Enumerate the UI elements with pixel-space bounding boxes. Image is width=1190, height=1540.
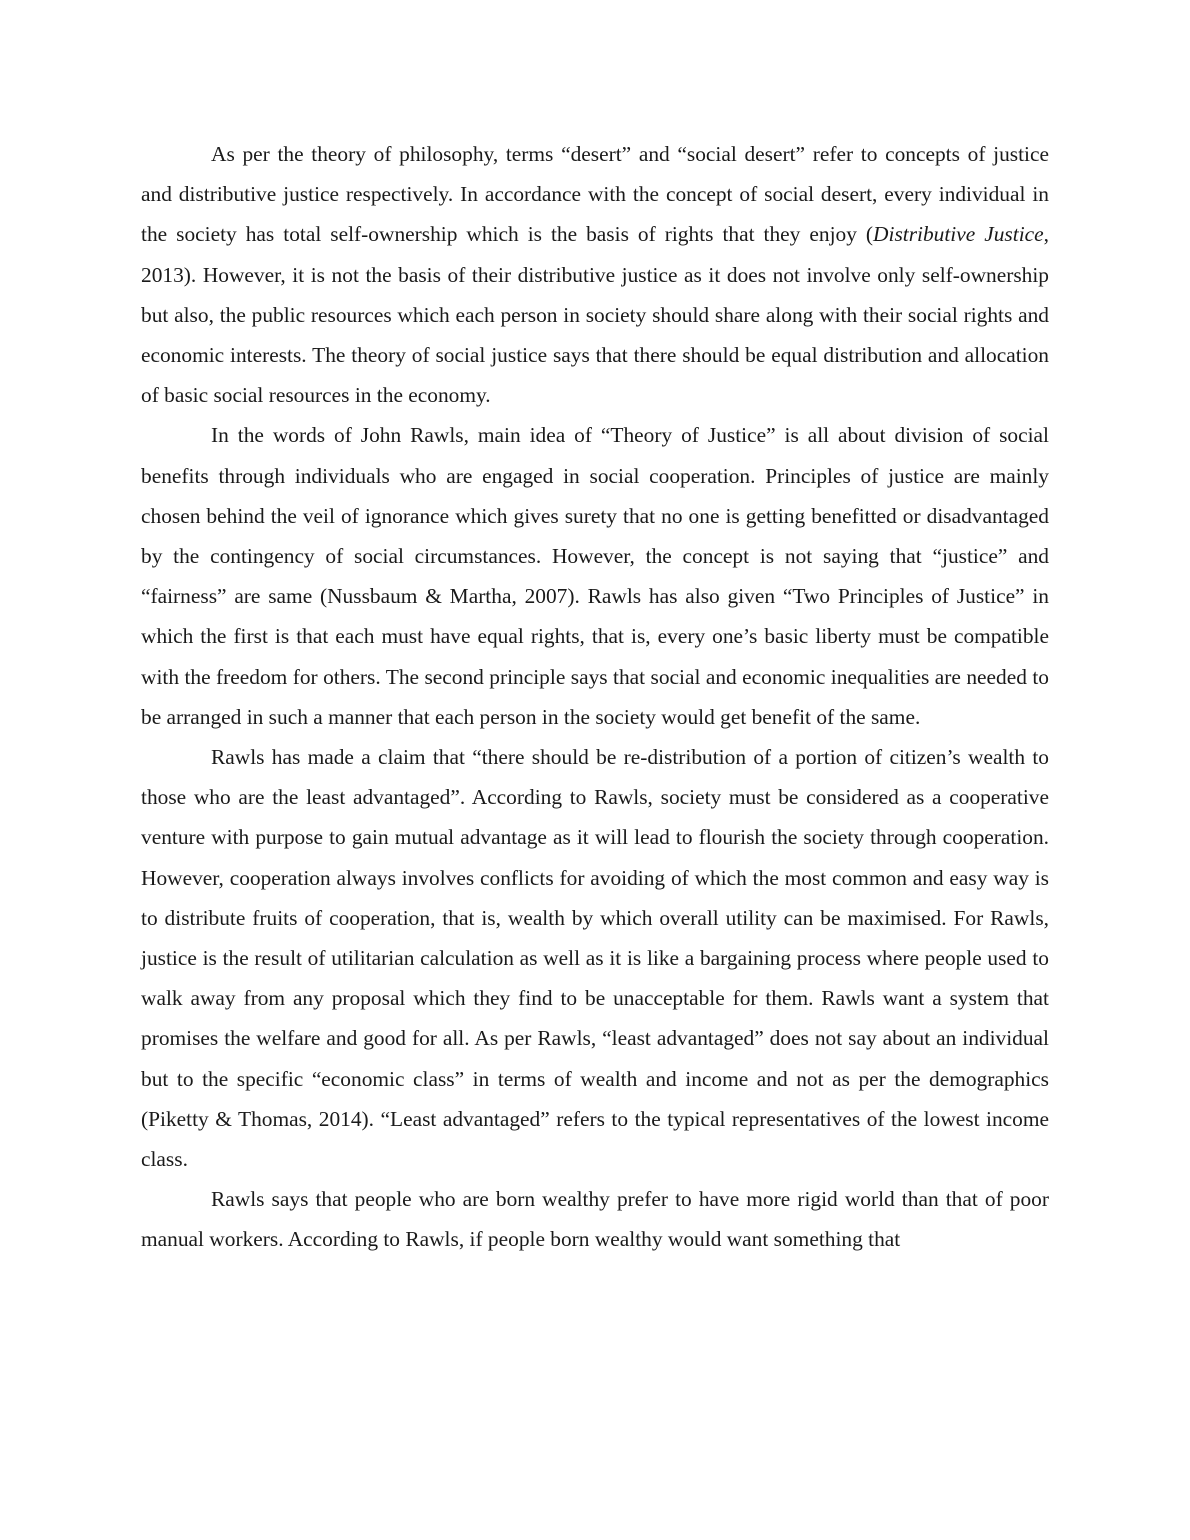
paragraph-social-desert xyxy=(141,134,1049,415)
document-body xyxy=(141,134,1049,1260)
paragraph-text-part: , 2013). However, it is not the basis of their distributive justice as it does not involve only self-ownership but also, the public resources which each person in society should share along with their social rights and economic interests. The theory of social justice says that there should be equal distribution and allocation of basic social resources in the economy. xyxy=(141,222,1049,408)
citation-title: Distributive Justice xyxy=(873,222,1044,247)
paragraph-redistribution: Rawls has made a claim that “there should be re-distribution of a portion of citizen’s wealth to those who are the least advantaged”. According to Rawls, society must be considered as a cooperative venture with purpose to gain mutual advantage as it will lead to flourish the society through cooperation. However, cooperation always involves conflicts for avoiding of which the most common and easy way is to distribute fruits of cooperation, that is, wealth by which overall utility can be maximised. For Rawls, justice is the result of utilitarian calculation as well as it is like a bargaining process where people used to walk away from any proposal which they find to be unacceptable for them. Rawls want a system that promises the welfare and good for all. As per Rawls, “least advantaged” does not say about an individual but to the specific “economic class” in terms of wealth and income and not as per the demographics (Piketty & Thomas, 2014). “Least advantaged” refers to the typical representatives of the lowest income class. xyxy=(141,745,1049,1172)
paragraph-theory-of-justice: In the words of John Rawls, main idea of “Theory of Justice” is all about division of social benefits through individuals who are engaged in social cooperation. Principles of justice are mainly chosen behind the veil of ignorance which gives surety that no one is getting benefitted or disadvantaged by the contingency of social circumstances. However, the concept is not saying that “justice” and “fairness” are same (Nussbaum & Martha, 2007). Rawls has also given “Two Principles of Justice” in which the first is that each must have equal rights, that is, every one’s basic liberty must be compatible with the freedom for others. The second principle says that social and economic inequalities are needed to be arranged in such a manner that each person in the society would get benefit of the same. xyxy=(141,423,1049,729)
paragraph-born-wealthy: Rawls says that people who are born wealthy prefer to have more rigid world than that of poor manual workers. According to Rawls, if people born wealthy would want something that xyxy=(141,1187,1049,1252)
paragraph-text-part: As per the theory of philosophy, terms “desert” and “social desert” refer to concepts of justice and distributive justice respectively. In accordance with the concept of social desert, every individual in the society has total self-ownership which is the basis of rights that they enjoy ( xyxy=(141,142,1049,247)
